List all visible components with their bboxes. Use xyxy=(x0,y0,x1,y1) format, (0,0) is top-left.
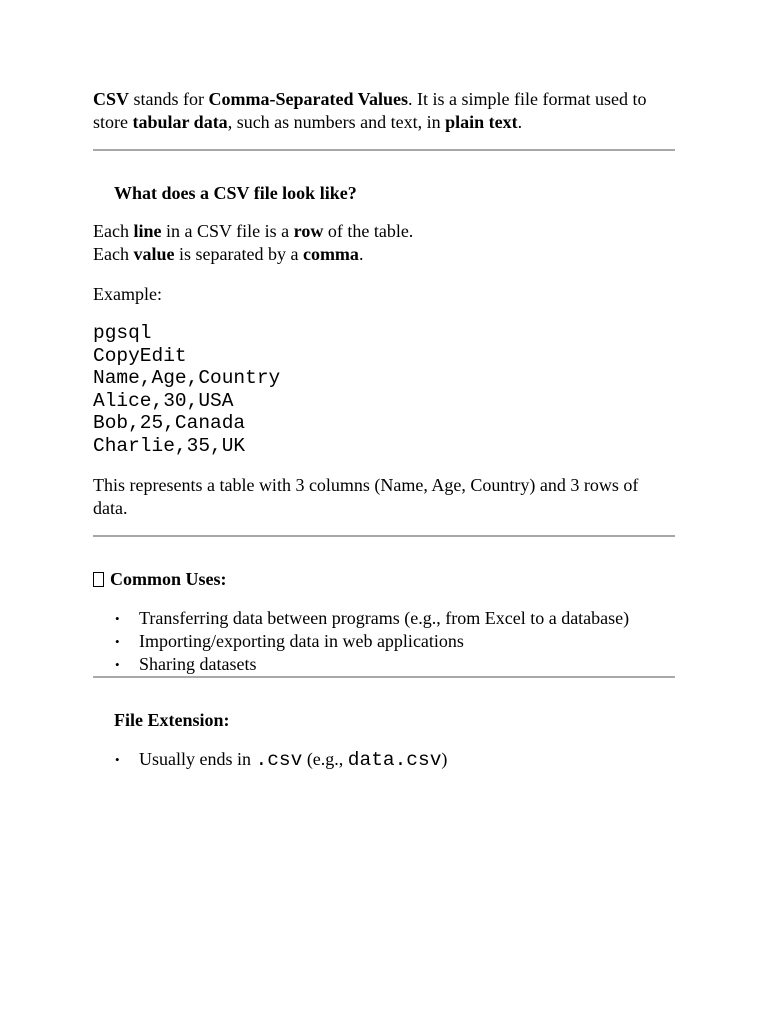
intro-csv-term: CSV xyxy=(93,89,130,109)
line2-d: comma xyxy=(302,244,359,264)
list-item-text: Sharing datasets xyxy=(139,654,257,674)
csv-code-block xyxy=(93,322,675,457)
list-item-text: Transferring data between programs (e.g., from Excel to a database) xyxy=(139,608,630,628)
list-item xyxy=(93,748,675,772)
line2-b: value xyxy=(133,244,175,264)
bullet-icon: • xyxy=(115,634,120,649)
line2-e: . xyxy=(358,244,364,264)
example-label: Example: xyxy=(93,284,162,304)
line1-d: row xyxy=(293,221,324,241)
intro-expansion-term: Comma-Separated Values xyxy=(208,89,409,109)
divider-1 xyxy=(93,149,675,151)
missing-glyph-box-icon xyxy=(93,572,104,587)
line2-a: Each xyxy=(93,244,134,264)
section-uses-title-row xyxy=(93,568,675,591)
intro-tabular-term: tabular data xyxy=(132,112,228,132)
intro-text-4: . xyxy=(517,112,523,132)
each-line-row xyxy=(93,220,675,243)
line1-a: Each xyxy=(93,221,134,241)
section-uses-title: Common Uses: xyxy=(110,569,227,589)
code-line: Alice,30,USA xyxy=(93,389,234,412)
code-line: pgsql xyxy=(93,322,152,344)
code-line: Name,Age,Country xyxy=(93,367,281,389)
each-line-block xyxy=(93,220,675,266)
list-item xyxy=(93,607,675,630)
ext-text-e: ) xyxy=(441,749,448,769)
line1-e: of the table. xyxy=(323,221,414,241)
ext-list xyxy=(93,748,675,772)
line1-b: line xyxy=(133,221,162,241)
uses-list xyxy=(93,607,675,676)
bullet-icon: • xyxy=(115,657,120,672)
code-line: Charlie,35,UK xyxy=(93,434,246,457)
ext-code-filename: data.csv xyxy=(347,749,442,771)
bullet-icon: • xyxy=(115,752,120,767)
list-item-text: Importing/exporting data in web applications xyxy=(139,631,464,651)
section-ext-title: File Extension: xyxy=(114,710,230,730)
intro-text-2: . It is a simple file format used to store xyxy=(93,89,647,132)
list-item xyxy=(93,630,675,653)
each-value-comma xyxy=(93,243,675,266)
divider-2 xyxy=(93,535,675,537)
ext-code-csv: .csv xyxy=(255,749,303,771)
intro-text-1: stands for xyxy=(129,89,209,109)
ext-text-a: Usually ends in xyxy=(139,749,256,769)
section-look-title: What does a CSV file look like? xyxy=(114,183,357,203)
list-item xyxy=(93,653,675,676)
line2-c: is separated by a xyxy=(174,244,303,264)
divider-3 xyxy=(93,676,675,678)
ext-text-c: (e.g., xyxy=(302,749,348,769)
intro-text-3: , such as numbers and text, in xyxy=(227,112,446,132)
code-line: CopyEdit xyxy=(93,344,187,367)
line1-c: in a CSV file is a xyxy=(161,221,294,241)
bullet-icon: • xyxy=(115,611,120,626)
represents-paragraph: This represents a table with 3 columns (Name, Age, Country) and 3 rows of data. xyxy=(93,475,639,518)
code-line: Bob,25,Canada xyxy=(93,412,246,434)
intro-paragraph xyxy=(93,88,675,134)
intro-plain-text-term: plain text xyxy=(445,112,518,132)
